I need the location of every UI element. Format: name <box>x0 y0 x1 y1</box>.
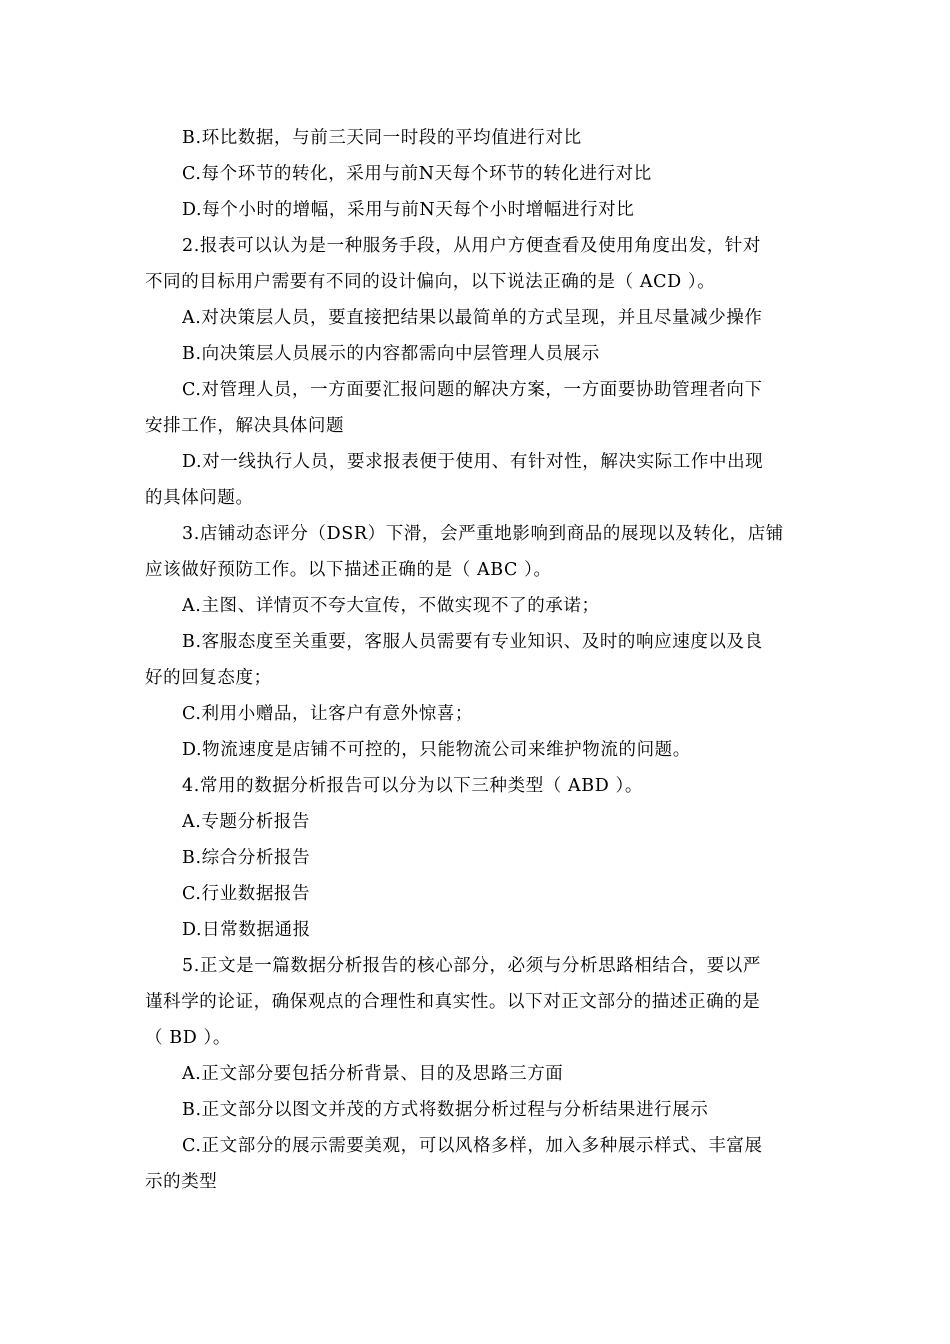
question-4-option-b: B.综合分析报告 <box>182 848 311 868</box>
question-5-option-c-line-2: 示的类型 <box>145 1172 218 1192</box>
question-2-option-c-line-2: 安排工作，解决具体问题 <box>145 416 345 436</box>
question-3-line-2: 应该做好预防工作。以下描述正确的是（ ABC ）。 <box>145 560 552 580</box>
question-4-line: 4.常用的数据分析报告可以分为以下三种类型（ ABD ）。 <box>182 776 643 796</box>
option-d-line: D.每个小时的增幅，采用与前N天每个小时增幅进行对比 <box>182 200 635 220</box>
question-4-option-a: A.专题分析报告 <box>182 812 311 832</box>
question-2-option-d-line-2: 的具体问题。 <box>145 488 254 508</box>
question-2-option-c-line-1: C.对管理人员，一方面要汇报问题的解决方案，一方面要协助管理者向下 <box>182 380 763 400</box>
question-5-line-1: 5.正文是一篇数据分析报告的核心部分，必须与分析思路相结合，要以严 <box>182 956 761 976</box>
question-2-line-1: 2.报表可以认为是一种服务手段，从用户方便查看及使用角度出发，针对 <box>182 236 761 256</box>
question-5-line-2: 谨科学的论证，确保观点的合理性和真实性。以下对正文部分的描述正确的是 <box>145 992 761 1012</box>
question-3-option-c: C.利用小赠品，让客户有意外惊喜； <box>182 704 474 724</box>
question-3-option-d: D.物流速度是店铺不可控的，只能物流公司来维护物流的问题。 <box>182 740 691 760</box>
question-5-line-3: （ BD ）。 <box>145 1028 231 1048</box>
question-5-option-a: A.正文部分要包括分析背景、目的及思路三方面 <box>182 1064 564 1084</box>
question-3-line-1: 3.店铺动态评分（DSR）下滑，会严重地影响到商品的展现以及转化，店铺 <box>182 524 784 544</box>
option-c-line: C.每个环节的转化，采用与前N天每个环节的转化进行对比 <box>182 164 652 184</box>
question-2-option-d-line-1: D.对一线执行人员，要求报表便于使用、有针对性，解决实际工作中出现 <box>182 452 764 472</box>
question-2-option-a: A.对决策层人员，要直接把结果以最简单的方式呈现，并且尽量减少操作 <box>182 308 763 328</box>
question-3-option-b-line-1: B.客服态度至关重要，客服人员需要有专业知识、及时的响应速度以及良 <box>182 632 763 652</box>
question-5-option-c-line-1: C.正文部分的展示需要美观，可以风格多样，加入多种展示样式、丰富展 <box>182 1136 763 1156</box>
option-b-line: B.环比数据，与前三天同一时段的平均值进行对比 <box>182 128 582 148</box>
question-4-option-d: D.日常数据通报 <box>182 920 311 940</box>
question-5-option-b: B.正文部分以图文并茂的方式将数据分析过程与分析结果进行展示 <box>182 1100 709 1120</box>
question-2-option-b: B.向决策层人员展示的内容都需向中层管理人员展示 <box>182 344 600 364</box>
question-3-option-b-line-2: 好的回复态度； <box>145 668 272 688</box>
question-2-line-2: 不同的目标用户需要有不同的设计偏向，以下说法正确的是（ ACD ）。 <box>145 272 716 292</box>
question-3-option-a: A.主图、详情页不夸大宣传，不做实现不了的承诺； <box>182 596 600 616</box>
question-4-option-c: C.行业数据报告 <box>182 884 311 904</box>
